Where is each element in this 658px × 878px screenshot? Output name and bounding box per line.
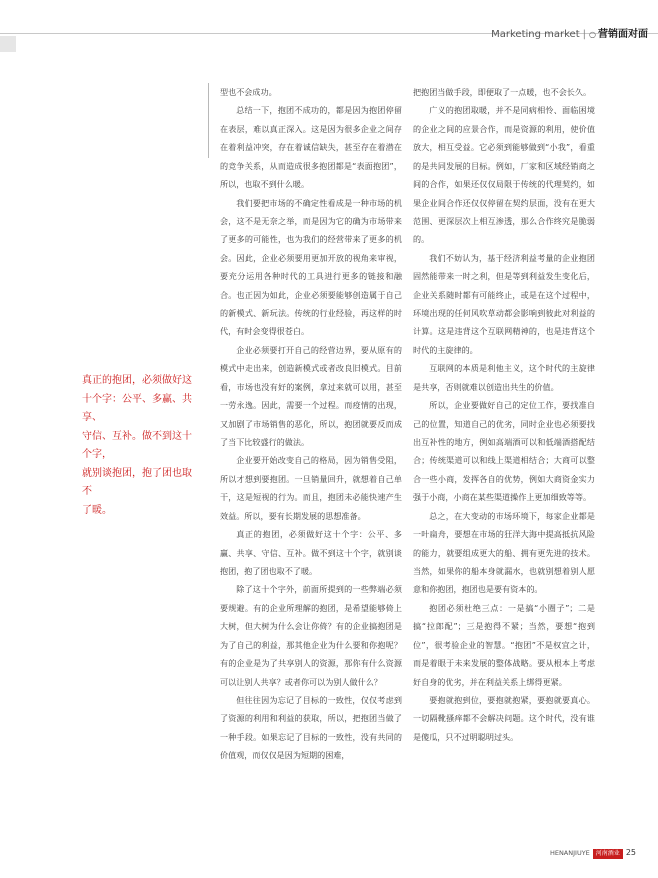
- paragraph: 要抱就抱到位，要抱就抱紧，要抱就要真心。一切隔靴搔痒都不会解决问题。这个时代，没有谁是傻瓜，只不过明聪明过头。: [413, 694, 595, 742]
- paragraph: 互联网的本质是利他主义，这个时代的主旋律是共享，否则就难以创造出共生的价值。: [413, 363, 595, 392]
- paragraph: 我们不妨认为，基于经济利益考量的企业抱团固然能带来一时之利，但是等到利益发生变化后，企业关系随时都有可能终止，或是在这个过程中，环境出现的任何风吹草动都会影响到彼此对利益的计算。这是违背这个互联网精神的，也是违背这个时代的主旋律的。: [413, 252, 595, 355]
- paragraph: 把抱团当做手段，即便取了一点暖，也不会长久。: [413, 87, 592, 97]
- paragraph: 但往往因为忘记了目标的一致性，仅仅考虑到了资源的利用和利益的获取，所以，把抱团当做了一种手段。如果忘记了目标的一致性，没有共同的价值观，而仅仅是因为短期的困难，: [220, 694, 402, 761]
- paragraph: 总之，在大变动的市场环境下，每家企业都是一叶扁舟，要想在市场的狂洋大海中提高抵抗风险的能力，就要组成更大的船、拥有更先进的技术。当然，如果你的船本身就漏水，也就别想着别人愿意和你抱团，抱团也是要有资本的。: [413, 510, 595, 595]
- paragraph: 除了这十个字外，前面所提到的一些弊端必须要规避。有的企业所理解的抱团，是希望能够倚上大树，但大树为什么会让你倚？有的企业搞抱团是为了自己的利益，那其他企业为什么要和你抱呢？有的企业是为了共享别人的资源，那你有什么资源可以让别人共享？或者你可以为别人做什么？: [220, 584, 402, 687]
- paragraph: 我们要把市场的不确定性看成是一种市场的机会，这不是无奈之举，而是因为它的确为市场带来了更多的可能性，也为我们的经营带来了更多的机会。因此，企业必须要用更加开放的视角来审视，要充分运用各种时代的工具进行更多的链接和融合。也正因为如此，企业必须要能够创造属于自己的新模式、新玩法。传统的行业经验，再这样的时代，有时会变得很苍白。: [220, 197, 402, 337]
- paragraph: 真正的抱团，必须做好这十个字：公平、多赢、共享、守信、互补。做不到这十个字，就别谈抱团，抱了团也取不了暖。: [220, 529, 402, 576]
- paragraph: 所以，企业要做好自己的定位工作，要找准自己的位置，知道自己的优劣，同时企业也必须要找出互补性的地方，例如高端酒可以和低端酒搭配结合；传统渠道可以和线上渠道相结合；大商可以整合一些小商，发挥各自的优势，例如大商资金实力强于小商，小商在某些渠道操作上更加细致等等。: [413, 400, 595, 503]
- pull-quote: [82, 372, 200, 520]
- page-number: 25: [625, 848, 636, 857]
- column-divider: [208, 83, 209, 158]
- pull-quote-line: 真正的抱团，必须做好这: [82, 375, 192, 386]
- pull-quote-line: 了暖。: [82, 504, 112, 516]
- pull-quote-line: 就别谈抱团，抱了团也取不: [82, 467, 192, 497]
- paragraph: 总结一下，抱团不成功的，都是因为抱团停留在表层，难以真正深入。这是因为很多企业之间存在着利益冲突，存在着诚信缺失，甚至存在着潜在的竞争关系，从而造成很多抱团都是“表面抱团”，所以，也取不到什么暖。: [220, 105, 402, 190]
- pull-quote-line: 十个字：公平、多赢、共享、: [82, 393, 192, 423]
- magazine-name: HENANJIUYE: [549, 849, 590, 857]
- page-footer: [550, 848, 636, 859]
- section-title-cn: 营销面对面: [598, 29, 648, 40]
- section-title-en: Marketing market: [491, 29, 580, 40]
- paragraph: 企业要开始改变自己的格局，因为销售受阻，所以才想到要抱团。一旦销量回升，就想着自己单干，这是短视的行为。而且，抱团未必能快速产生效益。所以，要有长期发展的思想准备。: [220, 455, 402, 521]
- paragraph: 抱团必须杜绝三点：一是搞“小圈子”；二是搞“拉郎配”；三是抱得不紧；当然，要想“抱到位”，很考验企业的智慧。“抱团”不是权宜之计，而是着眼于未来发展的整体战略。要从根本上考虑好自身的优劣，并在利益关系上绑得更紧。: [413, 602, 595, 687]
- pull-quote-line: 守信、互补。做不到这十个字，: [82, 430, 192, 460]
- running-header: [491, 29, 648, 41]
- paragraph: 广义的抱团取暖，并不是同病相怜、面临困境的企业之间的应景合作，而是资源的利用，使价值放大，相互受益。它必须到能够做到“小我”，看重的是共同发展的目标。例如，厂家和区域经销商之间的合作，如果还仅仅局限于传统的代理契约，如果企业间合作还仅仅停留在契约层面，没有在更大范围、更深层次上相互渗透，那么合作终究是脆弱的。: [413, 105, 595, 245]
- header-separator: |: [582, 29, 587, 40]
- paragraph: 企业必须要打开自己的经营边界，要从原有的模式中走出来，创造新模式或者改良旧模式。目前看，市场也没有好的案例，拿过来就可以用，甚至一劳永逸。因此，需要一个过程。而疫情的出现，又加剧了市场销售的恶化，所以，抱团就要反而成了当下比较盛行的做法。: [220, 344, 402, 448]
- circle-icon: ○: [589, 30, 596, 39]
- paragraph: 型也不会成功。: [220, 87, 277, 97]
- magazine-badge: 河南酒业: [593, 849, 623, 859]
- header-corner-block: [0, 36, 16, 52]
- article-column-left: [220, 83, 402, 765]
- article-column-right: [413, 83, 595, 746]
